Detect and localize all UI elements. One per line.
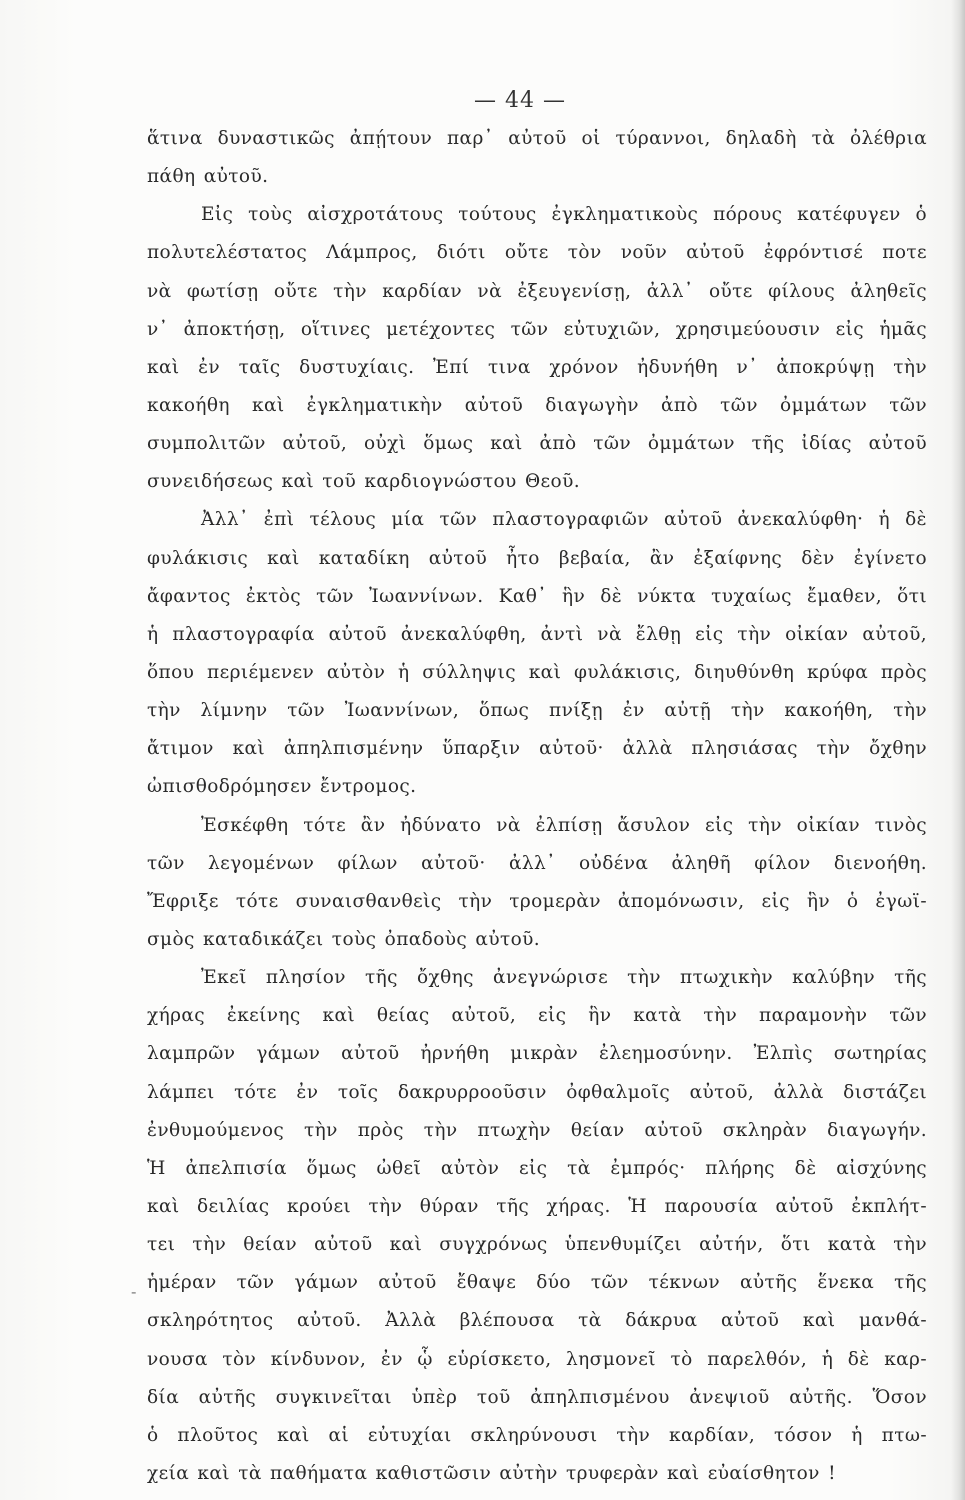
- text-line: συμπολιτῶν αὐτοῦ, οὐχὶ ὅμως καὶ ἀπὸ τῶν ὀμμάτων τῆς ἰδίας αὐτοῦ: [147, 433, 927, 455]
- text-line: συνειδήσεως καὶ τοῦ καρδιογνώστου Θεοῦ.: [147, 471, 581, 493]
- text-line: ἡμέραν τῶν γάμων αὐτοῦ ἔθαψε δύο τῶν τέκνων αὐτῆς ἕνεκα τῆς: [147, 1272, 927, 1294]
- text-line: πάθη αὐτοῦ.: [147, 166, 269, 188]
- text-line: Ἔφριξε τότε συναισθανθεὶς τὴν τρομερὰν ἀπομόνωσιν, εἰς ἣν ὁ ἐγωϊ-: [147, 890, 927, 912]
- text-line: πολυτελέστατος Λάμπρος, διότι οὔτε τὸν νοῦν αὐτοῦ ἐφρόντισέ ποτε: [147, 242, 927, 264]
- text-line: ὅπου περιέμενεν αὐτὸν ἡ σύλληψις καὶ φυλάκισις, διηυθύνθη κρύφα πρὸς: [147, 661, 927, 683]
- text-line: ἅτινα δυναστικῶς ἀπῄτουν παρ᾽ αὐτοῦ οἱ τύραννοι, δηλαδὴ τὰ ὀλέθρια: [147, 128, 927, 149]
- text-line: ὠπισθοδρόμησεν ἔντρομος.: [147, 776, 417, 798]
- text-line: ν᾽ ἀποκτήσῃ, οἵτινες μετέχοντες τῶν εὐτυχιῶν, χρησιμεύουσιν εἰς ἡμᾶς: [147, 318, 927, 340]
- text-line: ἡ πλαστογραφία αὐτοῦ ἀνεκαλύφθη, ἀντὶ νὰ ἔλθῃ εἰς τὴν οἰκίαν αὐτοῦ,: [147, 623, 927, 645]
- text-line: νὰ φωτίσῃ οὔτε τὴν καρδίαν νὰ ἐξευγενίσῃ, ἀλλ᾽ οὔτε φίλους ἀληθεῖς: [147, 280, 927, 302]
- text-line: σκληρότητος αὐτοῦ. Ἀλλὰ βλέπουσα τὰ δάκρυα αὐτοῦ καὶ μανθά-: [147, 1310, 927, 1332]
- text-line: χήρας ἐκείνης καὶ θείας αὐτοῦ, εἰς ἣν κατὰ τὴν παραμονὴν τῶν: [147, 1005, 927, 1027]
- body-text: [147, 120, 927, 1493]
- text-line: τει τὴν θείαν αὐτοῦ καὶ συγχρόνως ὑπενθυμίζει αὐτήν, ὅτι κατὰ τὴν: [147, 1234, 927, 1256]
- page-number: — 44 —: [474, 88, 566, 113]
- text-line: ὁ πλοῦτος καὶ αἱ εὐτυχίαι σκληρύνουσι τὴν καρδίαν, τόσον ἡ πτω-: [147, 1424, 927, 1446]
- text-line: φυλάκισις καὶ καταδίκη αὐτοῦ ἦτο βεβαία, ἂν ἐξαίφνης δὲν ἐγίνετο: [147, 547, 927, 569]
- text-line: Ἐσκέφθη τότε ἂν ἠδύνατο νὰ ἐλπίσῃ ἄσυλον εἰς τὴν οἰκίαν τινὸς: [201, 814, 927, 836]
- text-line: λαμπρῶν γάμων αὐτοῦ ἠρνήθη μικρὰν ἐλεημοσύνην. Ἐλπὶς σωτηρίας: [147, 1043, 927, 1065]
- page-binding-shadow: [951, 0, 965, 1500]
- text-line: λάμπει τότε ἐν τοῖς δακρυρροοῦσιν ὀφθαλμοῖς αὐτοῦ, ἀλλὰ διστάζει: [147, 1081, 927, 1103]
- text-line: Ἀλλ᾽ ἐπὶ τέλους μία τῶν πλαστογραφιῶν αὐτοῦ ἀνεκαλύφθη· ἡ δὲ: [201, 509, 927, 531]
- text-line: Ἡ ἀπελπισία ὅμως ὠθεῖ αὐτὸν εἰς τὰ ἐμπρός· πλήρης δὲ αἰσχύνης: [147, 1157, 927, 1179]
- text-line: τὴν λίμνην τῶν Ἰωαννίνων, ὅπως πνίξῃ ἐν αὐτῇ τὴν κακοήθη, τὴν: [147, 700, 927, 722]
- text-line: τῶν λεγομένων φίλων αὐτοῦ· ἀλλ᾽ οὐδένα ἀληθῆ φίλον διενοήθη.: [147, 852, 927, 874]
- text-line: νουσα τὸν κίνδυνον, ἐν ᾧ εὑρίσκετο, λησμονεῖ τὸ παρελθόν, ἡ δὲ καρ-: [147, 1348, 927, 1370]
- text-line: Εἰς τοὺς αἰσχροτάτους τούτους ἐγκληματικοὺς πόρους κατέφυγεν ὁ: [201, 204, 927, 226]
- text-line: χεία καὶ τὰ παθήματα καθιστῶσιν αὐτὴν τρυφερὰν καὶ εὐαίσθητον !: [147, 1462, 836, 1484]
- text-line: καὶ δειλίας κρούει τὴν θύραν τῆς χήρας. Ἡ παρουσία αὐτοῦ ἐκπλήτ-: [147, 1195, 927, 1217]
- text-line: δία αὐτῆς συγκινεῖται ὑπὲρ τοῦ ἀπηλπισμένου ἀνεψιοῦ αὐτῆς. Ὅσον: [147, 1386, 927, 1408]
- text-line: ἐνθυμούμενος τὴν πρὸς τὴν πτωχὴν θείαν αὐτοῦ σκληρὰν διαγωγήν.: [147, 1119, 927, 1141]
- text-line: Ἐκεῖ πλησίον τῆς ὄχθης ἀνεγνώρισε τὴν πτωχικὴν καλύβην τῆς: [201, 967, 927, 989]
- margin-mark: -: [131, 1282, 137, 1301]
- text-line: σμὸς καταδικάζει τοὺς ὀπαδοὺς αὐτοῦ.: [147, 928, 541, 950]
- text-line: καὶ ἐν ταῖς δυστυχίαις. Ἐπί τινα χρόνον ἠδυνήθη ν᾽ ἀποκρύψῃ τὴν: [147, 356, 927, 378]
- text-line: ἄφαντος ἐκτὸς τῶν Ἰωαννίνων. Καθ᾽ ἣν δὲ νύκτα τυχαίως ἔμαθεν, ὅτι: [147, 585, 927, 607]
- text-line: κακοήθη καὶ ἐγκληματικὴν αὐτοῦ διαγωγὴν ἀπὸ τῶν ὀμμάτων τῶν: [147, 394, 927, 416]
- text-line: ἄτιμον καὶ ἀπηλπισμένην ὕπαρξιν αὐτοῦ· ἀλλὰ πλησιάσας τὴν ὄχθην: [147, 738, 927, 760]
